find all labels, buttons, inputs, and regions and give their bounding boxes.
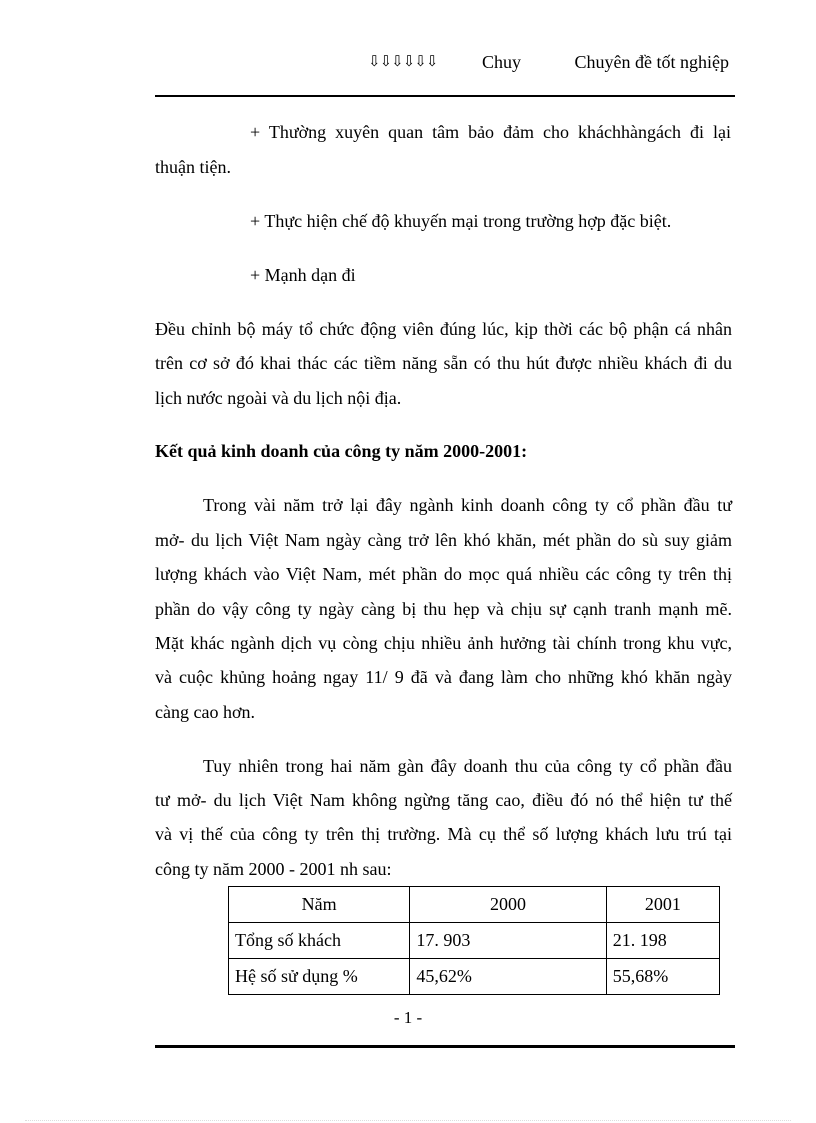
header-title: Chuyên đề tốt nghiệp bbox=[574, 52, 729, 72]
paragraph-line: trên cơ sở đó khai thác các tiềm năng sẵn có thu hút được nhiều khách đi du bbox=[155, 353, 732, 373]
paragraph-line: càng cao hơn. bbox=[155, 702, 255, 722]
table-cell: Tổng số khách bbox=[229, 923, 410, 959]
arrow-glyphs: ⇩⇩⇩⇩⇩⇩ bbox=[368, 54, 438, 70]
table-cell: 55,68% bbox=[606, 959, 719, 995]
paragraph-line: + Thực hiện chế độ khuyến mại trong trường hợp đặc biệt. bbox=[250, 211, 672, 231]
paragraph-line: Tuy nhiên trong hai năm gàn đây doanh thu của công ty cổ phần đầu bbox=[203, 756, 732, 776]
header-cell: 2001 bbox=[606, 887, 719, 923]
header-cell: 2000 bbox=[410, 887, 606, 923]
header-rule bbox=[155, 95, 735, 97]
page-edge-dots bbox=[25, 1120, 791, 1121]
paragraph-line: phần do vậy công ty ngày càng bị thu hẹp và chịu sự cạnh tranh mạnh mẽ. bbox=[155, 599, 732, 619]
table-cell: 45,62% bbox=[410, 959, 606, 995]
page-header bbox=[155, 50, 735, 80]
page-number: - 1 - bbox=[393, 1008, 423, 1027]
paragraph-line: Trong vài năm trở lại đây ngành kinh doanh công ty cổ phần đầu tư bbox=[203, 495, 732, 515]
table-cell: 17. 903 bbox=[410, 923, 606, 959]
paragraph-line: Mặt khác ngành dịch vụ còng chịu nhiều ảnh hưởng tài chính trong khu vực, bbox=[155, 633, 732, 653]
paragraph-line: mở- du lịch Việt Nam ngày càng trở lên khó khăn, mét phần do sù suy giảm bbox=[155, 530, 732, 550]
table-row bbox=[229, 959, 720, 995]
paragraph-line: + Thường xuyên quan tâm bảo đảm cho kháchhàngách đi lại bbox=[250, 122, 731, 142]
paragraph-line: + Mạnh dạn đi bbox=[250, 265, 356, 285]
paragraph-line: và cuộc khủng hoảng ngay 11/ 9 đã và đang làm cho những khó khăn ngày bbox=[155, 667, 732, 687]
section-heading: Kết quả kinh doanh của công ty năm 2000-2001: bbox=[155, 441, 528, 461]
header-cell: Năm bbox=[229, 887, 410, 923]
paragraph-line: thuận tiện. bbox=[155, 157, 231, 177]
table-cell: Hệ số sử dụng % bbox=[229, 959, 410, 995]
paragraph-line: và vị thế của công ty trên thị trường. Mà cụ thể số lượng khách lưu trú tại bbox=[155, 824, 732, 844]
table-cell: 21. 198 bbox=[606, 923, 719, 959]
table-row bbox=[229, 923, 720, 959]
table-header-row bbox=[229, 887, 720, 923]
paragraph-line: lịch nước ngoài và du lịch nội địa. bbox=[155, 388, 402, 408]
paragraph-line: Đều chỉnh bộ máy tổ chức động viên đúng lúc, kịp thời các bộ phận cá nhân bbox=[155, 319, 732, 339]
paragraph-line: công ty năm 2000 - 2001 nh sau: bbox=[155, 859, 392, 879]
footer-rule bbox=[155, 1045, 735, 1048]
paragraph-line: lượng khách vào Việt Nam, mét phần do mọc quá nhiều các công ty trên thị bbox=[155, 564, 732, 584]
guest-stats-table bbox=[228, 886, 720, 995]
paragraph-line: tư mở- du lịch Việt Nam không ngừng tăng cao, điều đó nó thể hiện tư thế bbox=[155, 790, 732, 810]
header-short-text: Chuy bbox=[482, 52, 522, 72]
